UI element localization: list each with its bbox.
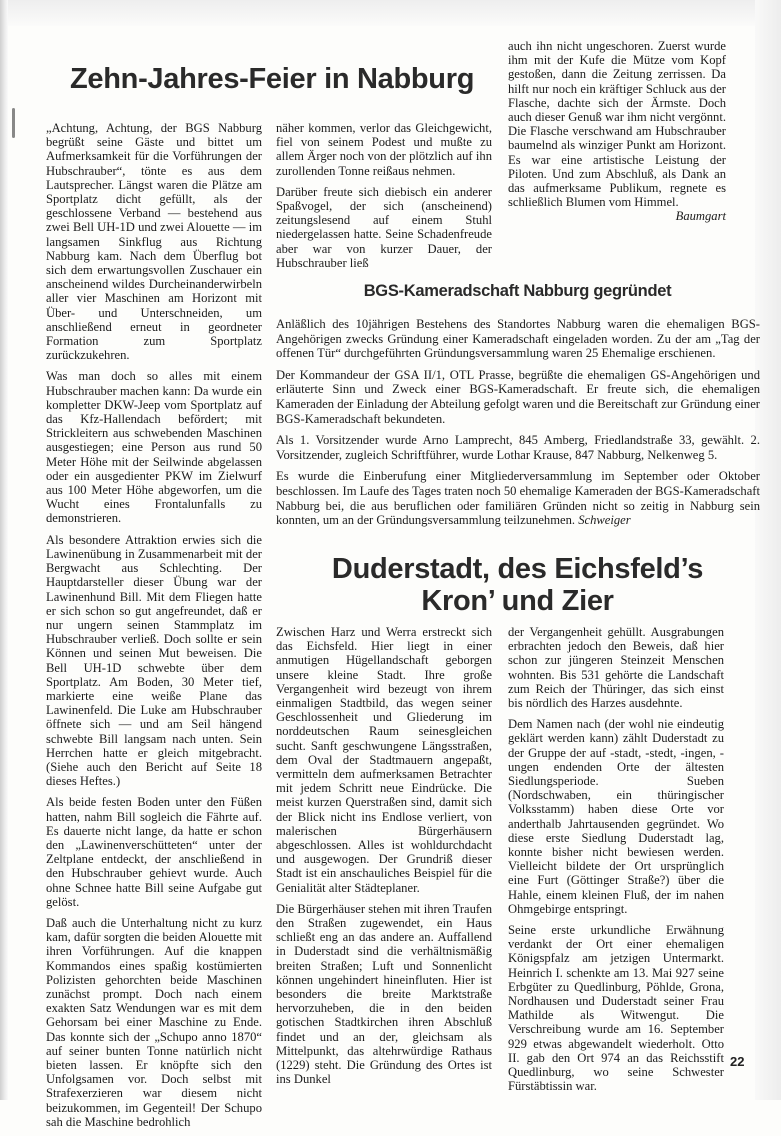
paragraph: Dem Namen nach (der wohl nie eindeutig geklärt werden kann) zählt Duderstadt zu der Gruppe der auf -stadt, -stedt, -ingen, -ungen endenden Orte der ältesten Siedlungsperiode. Sueben (Nordschwaben, ein thüringischer Volksstamm) haben diese Orte vor anderthalb Jahrtausenden gegründet. Wo diese erste Siedlung Duderstadt lag, konnte bisher nicht bewiesen werden. Vielleicht bildete der Ort ursprünglich eine Furt (Göttinger Straße?) über die Hahle, einem kleinen Fluß, der im nahen Ohmgebirge entspringt. (508, 717, 724, 916)
paragraph: Der Kommandeur der GSA II/1, OTL Prasse, begrüßte die ehemaligen GS-Angehörigen und erläuterte Sinn und Zweck einer BGS-Kameradschaft. Er freute sich, die ehemaligen Kameraden der Einladung der Abteilung gefolgt waren und die Bereitschaft zur Gründung einer BGS-Kameradschaft bekundeten. (276, 367, 760, 426)
scan-edge-top (0, 0, 781, 26)
paragraph: Als besondere Attraktion erwies sich die Lawinenübung in Zusammenarbeit mit der Bergwacht aus Schlechting. Der Hauptdarsteller dieser Übung war der Lawinenhund Bill. Mit dem Fliegen hatte er sich schon so gut angefreundet, daß er nur ungern seinen Stammplatz im Hubschrauber verließ. Doch sollte er sein Können und seinen Mut beweisen. Die Bell UH-1D schwebte über dem Sportplatz. Am Boden, 30 Meter tief, markierte eine weiße Plane das Lawinenfeld. Die Luke am Hubschrauber öffnete sich — und am Seil hängend schwebte Bill langsam nach unten. Sein Herrchen hatte er gleich mitgebracht. (Siehe auch den Bericht auf Seite 18 dieses Heftes.) (46, 532, 262, 789)
title-line-2: Kron’ und Zier (421, 585, 614, 617)
paragraph: Darüber freute sich diebisch ein anderer Spaßvogel, der sich (anscheinend) zeitungslesend auf einem Stuhl niedergelassen hatte. Seine Schadenfreude aber war von kurzer Dauer, der Hubschrauber ließ (276, 184, 492, 270)
title-line-1: Duderstadt, des Eichsfeld’s (331, 553, 704, 585)
author-signature: Baumgart (675, 209, 726, 224)
paragraph: Als 1. Vorsitzender wurde Arno Lamprecht, 845 Amberg, Friedlandstraße 33, gewählt. 2. Vorsitzender, zugleich Schriftführer, wurde Lothar Krause, 847 Nabburg, Nelkenweg 5. (276, 433, 760, 462)
paragraph (276, 469, 760, 527)
paragraph: Daß auch die Unterhaltung nicht zu kurz kam, dafür sorgten die beiden Alouette mit ihren Vorführungen. Auf die knappen Kommandos eines spaßig kostümierten Polizisten gehorchten beide Maschinen zunächst prompt. Doch nach einem exakten Satz Wendungen war es mit dem Gehorsam bei einer Maschine zu Ende. Das konnte sich der „Schupo anno 1870“ auf seiner bunten Tonne natürlich nicht bieten lassen. Er knöpfte sich den Unfolgsamen vor. Doch selbst mit Strafexerzieren war diesem nicht beizukommen, im Gegenteil! Der Schupo sah die Maschine bedrohlich (46, 915, 262, 1129)
scan-edge-left (0, 0, 8, 1100)
paragraph-text: Es wurde die Einberufung einer Mitgliederversammlung im September oder Oktober beschlossen. Im Laufe des Tages traten noch 50 ehemalige Kameraden der BGS-Kameradschaft Nabburg bei, die aus beruflichen oder familiären Gründen nicht so zeitig in Nabburg sein konnten, um an der Gründungsversammlung teilzunehmen. (276, 469, 760, 528)
article1-column-3 (508, 39, 726, 224)
paragraph: der Vergangenheit gehüllt. Ausgrabungen erbrachten jedoch den Beweis, daß hier schon zur jüngeren Steinzeit Menschen wohnten. Bis 531 gehörte die Landschaft zum Reich der Thüringer, das sich einst bis nördlich des Harzes ausdehnte. (508, 625, 724, 711)
article3-column-2 (508, 625, 724, 1101)
paragraph: Was man doch so alles mit einem Hubschrauber machen kann: Da wurde ein kompletter DKW-Jeep vom Sportplatz auf das Kfz-Hallendach befördert; mit Strickleitern aus schwebenden Maschinen ausgestiegen; eine Person aus rund 50 Meter Höhe mit der Seilwinde abgelassen oder ein ausgedienter PKW im Zielwurf aus 100 Meter Höhe abgeworfen, um die Wucht eines Frontalunfalls zu demonstrieren. (46, 369, 262, 526)
paragraph: „Achtung, Achtung, der BGS Nabburg begrüßt seine Gäste und bittet um Aufmerksamkeit für die Vorführungen der Hubschrauber“, tönte es aus dem Lautsprecher. Längst waren die Plätze am Sportplatz dicht gefüllt, als der geschlossene Verband — bestehend aus zwei Bell UH-1D und zwei Alouette — im langsamen Sinkflug aus Richtung Nabburg kam. Nach dem Überflug bot sich dem erwartungsvollen Zuschauer ein anscheinend wildes Durcheinanderwirbeln aller vier Maschinen am Horizont mit Über- und Unterschneiden, um anschließend erneut in geordneter Formation zum Sportplatz zurückzukehren. (46, 121, 262, 363)
author-signature: Schweiger (578, 513, 631, 528)
scan-edge-right (755, 0, 781, 1100)
page-number: 22 (730, 1054, 745, 1069)
article1-column-1 (46, 121, 262, 1136)
article-title-kameradschaft: BGS-Kameradschaft Nabburg gegründet (363, 282, 672, 300)
article1-column-2 (276, 121, 492, 277)
article-title-duderstadt (275, 553, 760, 617)
scan-smudge (12, 108, 15, 138)
paragraph: Seine erste urkundliche Erwähnung verdankt der Ort einer ehemaligen Königspfalz am jetzigen Untermarkt. Heinrich I. schenkte am 13. Mai 927 seine Erbgüter zu Quedlinburg, Pöhlde, Grona, Nordhausen und Duderstadt seiner Frau Mathilde als Witwengut. Die Verschreibung wurde am 16. September 929 etwas abgewandelt wiederholt. Otto II. gab den Ort 974 an das Reichsstift Quedlinburg, wo seine Schwester Fürstäbtissin war. (508, 923, 724, 1094)
paragraph-text: auch ihn nicht ungeschoren. Zuerst wurde ihm mit der Kufe die Mütze vom Kopf gestoßen, dann die Zeitung zerrissen. Da hilft nur noch ein kräftiger Schluck aus der Flasche, dachte sich der Ärmste. Doch auch dieser Genuß war ihm nicht vergönnt. Die Flasche verschwand am Hubschrauber baumelnd als winziger Punkt am Horizont. Es war eine artistische Leistung der Piloten. Und zum Abschluß, als Dank an das aufmerksame Publikum, regnete es schließlich Blumen vom Himmel. (508, 39, 726, 210)
paragraph: Die Bürgerhäuser stehen mit ihren Traufen den Straßen zugewendet, ein Haus schließt eng an das andere an. Auffallend in Duderstadt sind die verhältnismäßig breiten Straßen; Luft und Sonnenlicht können ungehindert hineinfluten. Hier ist besonders die breite Marktstraße hervorzuheben, die in den beiden gotischen Stadtkirchen ihren Abschluß findet und an der, gleichsam als Mittelpunkt, das altehrwürdige Rathaus (1229) steht. Die Gründung des Ortes ist ins Dunkel (276, 901, 492, 1087)
paragraph: Zwischen Harz und Werra erstreckt sich das Eichsfeld. Hier liegt in einer anmutigen Hügellandschaft geborgen unsere kleine Stadt. Ihre große Vergangenheit wird bezeugt von ihrem einmaligen Stadtbild, das wegen seiner Geschlossenheit und Gliederung im norddeutschen Raum seinesgleichen sucht. Sanft geschwungene Längsstraßen, dem Oval der Stadtmauern angepaßt, vermitteln dem aufmerksamen Betrachter mit jedem Schritt neue Eindrücke. Die meist kurzen Querstraßen sind, damit sich der Blick nicht ins Endlose verliert, von malerischen Bürgerhäusern abgeschlossen. Alles ist wohldurchdacht und ausgewogen. Der Grundriß dieser Stadt ist ein anschauliches Beispiel für die Genialität alter Städteplaner. (276, 625, 492, 895)
article3-column-1 (276, 625, 492, 1094)
paragraph: Als beide festen Boden unter den Füßen hatten, nahm Bill sogleich die Fährte auf. Es dauerte nicht lange, da hatte er schon den „Lawinenverschütteten“ unter der Zeltplane entdeckt, der anschließend in den Hubschrauber gehievt wurde. Auch ohne Schnee hatte Bill seine Aufgabe gut gelöst. (46, 795, 262, 909)
paragraph: näher kommen, verlor das Gleichgewicht, fiel von seinem Podest und mußte zu allem Ärger noch von der plötzlich auf ihn zurollenden Tonne reißaus nehmen. (276, 121, 492, 178)
paragraph (508, 39, 726, 224)
paragraph: Anläßlich des 10jährigen Bestehens des Standortes Nabburg waren die ehemaligen BGS-Angehörigen zwecks Gründung einer Kameradschaft eingeladen worden. Zu der am „Tag der offenen Tür“ durchgeführten Gründungsversammlung waren 25 Ehemalige erschienen. (276, 317, 760, 361)
article-title-nabburg: Zehn-Jahres-Feier in Nabburg (70, 63, 475, 95)
article2-body (276, 317, 760, 535)
